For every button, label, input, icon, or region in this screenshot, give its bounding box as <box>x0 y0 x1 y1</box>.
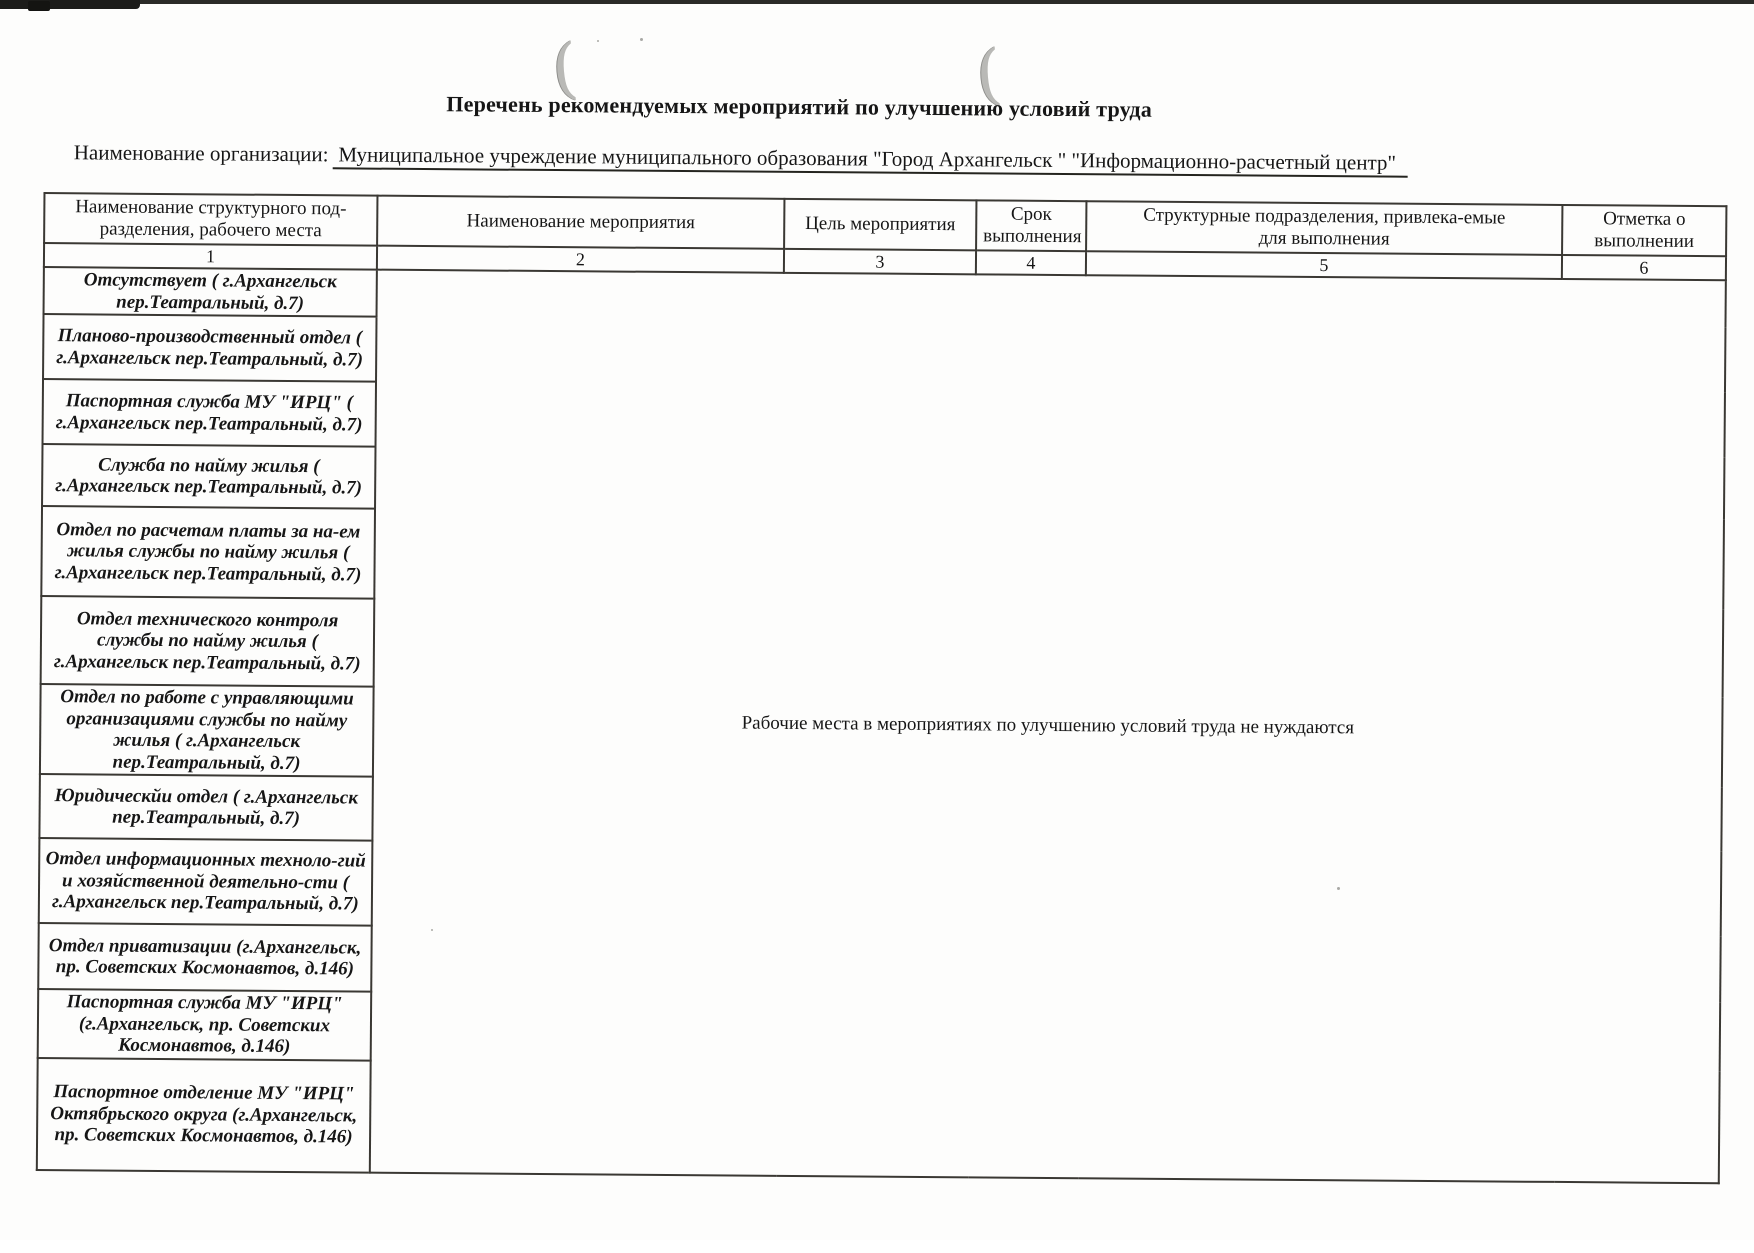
department-cell: Отдел по расчетам платы за на-ем жилья службы по найму жилья ( г.Архангельск пер.Театральный, д.7) <box>41 506 375 599</box>
scan-curl-icon: ( <box>972 35 1006 114</box>
col-header-completion-mark <box>1562 205 1726 256</box>
col-header-label: Цель мероприятия <box>805 213 956 236</box>
department-cell: Отсутствует ( г.Архангельск пер.Театральный, д.7) <box>44 267 377 317</box>
department-cell: Отдел приватизации (г.Архангельск, пр. Советских Космонавтов, д.146) <box>38 923 372 992</box>
col-header-measure <box>377 196 784 249</box>
col-header-label: Наименование мероприятия <box>466 210 696 234</box>
col-header-label: Отметка о выполнении <box>1594 208 1695 252</box>
column-number: 5 <box>1086 251 1562 279</box>
col-header-label: Структурные подразделения, привлека-емые для выполнения <box>1143 204 1506 250</box>
no-measures-note: Рабочие места в мероприятиях по улучшению условий труда не нуждаются <box>370 270 1726 1183</box>
measures-table <box>36 192 1728 1184</box>
department-cell: Планово-производственный отдел ( г.Архангельск пер.Театральный, д.7) <box>43 314 377 382</box>
department-cell: Отдел по работе с управляющими организациями службы по найму жилья ( г.Архангельск пер.Театральный, д.7) <box>40 684 374 777</box>
department-cell: Служба по найму жилья ( г.Архангельск пер.Театральный, д.7) <box>42 444 375 509</box>
department-cell: Паспортная служба МУ "ИРЦ" ( г.Архангельск пер.Театральный, д.7) <box>43 379 377 447</box>
department-cell: Паспортная служба МУ "ИРЦ" (г.Архангельск, пр. Советских Космонавтов, д.146) <box>38 989 372 1060</box>
department-cell: Отдел информационных техноло-гий и хозяйственной деятельно-сти ( г.Архангельск пер.Театральный, д.7) <box>39 838 373 926</box>
scan-curl-icon: ( <box>548 29 582 108</box>
department-cell: Отдел технического контроля службы по найму жилья ( г.Архангельск пер.Театральный, д.7) <box>41 596 375 687</box>
col-header-purpose <box>784 199 976 251</box>
column-number: 6 <box>1562 255 1726 280</box>
document-title: Перечень рекомендуемых мероприятий по улучшению условий труда <box>446 91 1153 122</box>
organization-line <box>74 140 1408 175</box>
column-number: 1 <box>44 243 377 270</box>
col-header-involved-units <box>1086 201 1562 255</box>
col-header-deadline <box>976 200 1086 251</box>
col-header-label: Наименование структурного под-разделения, рабочего места <box>75 196 347 242</box>
column-number: 3 <box>784 249 976 275</box>
col-header-department <box>44 193 377 246</box>
column-number: 2 <box>377 246 784 273</box>
department-cell: Паспортное отделение МУ "ИРЦ" Октябрьского округа (г.Архангельск, пр. Советских Космонавтов, д.146) <box>37 1058 371 1173</box>
col-header-label: Срок выполнения <box>983 203 1082 248</box>
column-number: 4 <box>976 250 1086 275</box>
department-cell: Юридическйи отдел ( г.Архангельск пер.Театральный, д.7) <box>39 774 372 841</box>
organization-name: Муниципальное учреждение муниципального образования "Город Архангельск " "Информационно-расчетный центр" <box>332 142 1408 177</box>
organization-label: Наименование организации: <box>73 140 329 167</box>
